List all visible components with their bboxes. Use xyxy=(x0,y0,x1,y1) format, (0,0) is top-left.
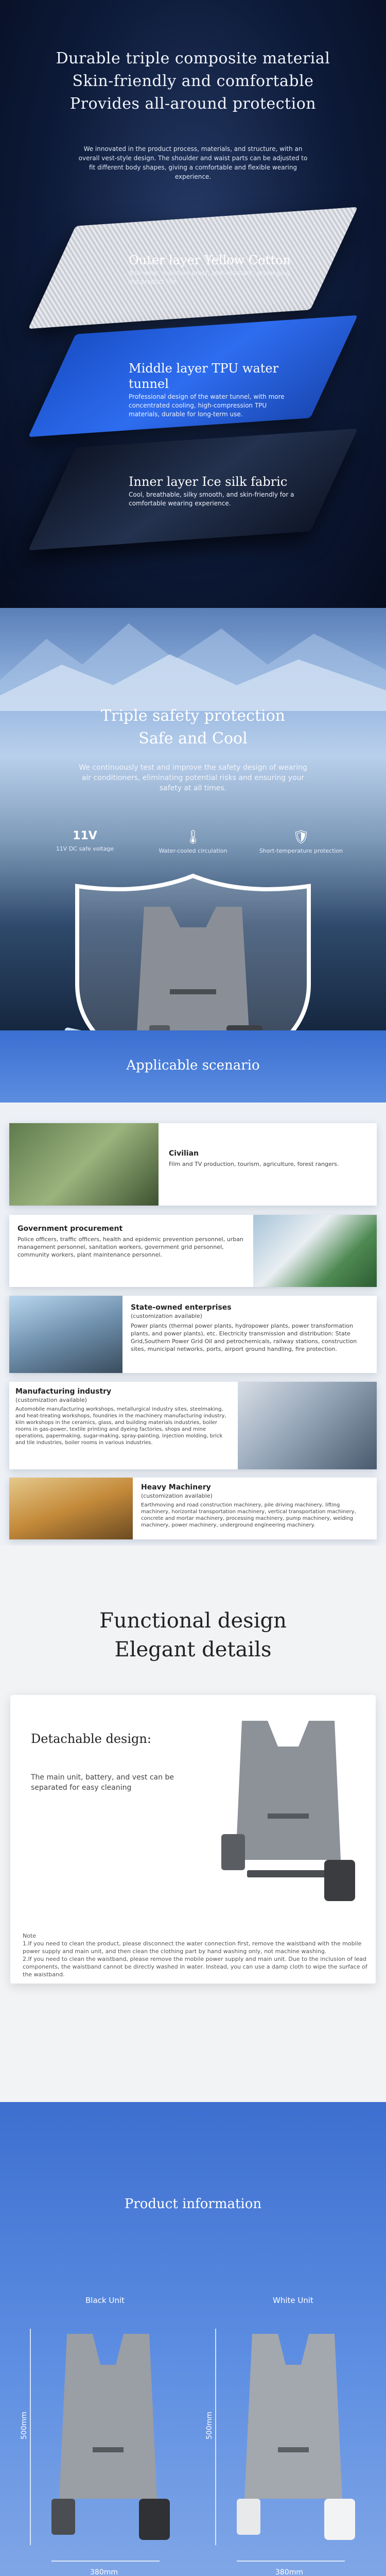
layer-desc: Professional design of the water tunnel, with more concentrated cooling, high-compression TPU materials, durable for long-term use. xyxy=(129,393,285,418)
safety-title-line: Triple safety protection xyxy=(101,707,285,725)
card-desc: Power plants (thermal power plants, hydropower plants, power transformation plants, and power plants), etc. Electricity transmission and distribution: State Grid,Southern Power Grid Oil and petrochemicals, railway stations, construction sites, municipal networks, ports, airport ground handling, fire protection. xyxy=(131,1323,357,1352)
detachable-panel xyxy=(10,1695,376,1984)
white-unit-label: White Unit xyxy=(273,2296,313,2305)
width-dimension-line xyxy=(51,2561,160,2562)
civilian-photo xyxy=(9,1123,159,1206)
layer-desc: Anti-wear, moisture-proof, tear-resistant, prolonging the product life. xyxy=(129,269,290,285)
mountain-backdrop xyxy=(0,608,386,711)
functional-title-line: Functional design xyxy=(99,1609,287,1633)
detachable-text: The main unit, battery, and vest can be separated for easy cleaning xyxy=(31,1773,174,1792)
safety-title-line: Safe and Cool xyxy=(138,730,248,748)
card-subtitle: (customization available) xyxy=(131,1313,202,1319)
note-label: Note xyxy=(23,1933,37,1939)
scenario-card-civilian xyxy=(9,1123,377,1206)
height-dimension-line xyxy=(215,2329,216,2545)
height-label: 500mm xyxy=(205,2412,214,2439)
feature-voltage xyxy=(33,829,136,853)
height-dimension-line xyxy=(30,2329,31,2545)
government-photo xyxy=(253,1215,377,1287)
scenario-header xyxy=(0,1030,386,1103)
functional-title xyxy=(0,1606,386,1664)
card-title: Government procurement xyxy=(17,1225,123,1233)
scenario-card-government xyxy=(9,1215,377,1287)
scenario-section xyxy=(0,1030,386,1546)
manufacturing-photo xyxy=(238,1382,377,1469)
thermometer-icon: 🌡 xyxy=(184,829,202,845)
white-unit-vest xyxy=(226,2324,360,2550)
layer-name: Inner layer Ice silk fabric xyxy=(129,474,288,489)
detachable-subtitle: Detachable design: xyxy=(31,1732,151,1746)
scenario-card-state-owned xyxy=(9,1296,377,1373)
black-unit-label: Black Unit xyxy=(85,2296,125,2305)
vest-shield-illustration xyxy=(67,871,319,1030)
card-title: Civilian xyxy=(169,1149,199,1158)
card-desc: Police officers, traffic officers, health and epidemic prevention personnel, urban management personnel, sanitation workers, government grid personnel, community workers, plant maintenance personnel. xyxy=(17,1236,243,1258)
material-title xyxy=(0,47,386,115)
height-label: 500mm xyxy=(20,2412,28,2439)
functional-section xyxy=(0,1546,386,2102)
product-info-section xyxy=(0,2102,386,2576)
card-title: Heavy Machinery xyxy=(141,1483,211,1492)
safety-section xyxy=(0,608,386,1030)
inner-layer-text xyxy=(129,474,299,508)
width-label: 380mm xyxy=(275,2568,303,2576)
feature-desc: 11V DC safe voltage xyxy=(56,845,114,852)
note-item: 2.If you need to clean the waistband, please remove the mobile power supply and main unit. Due to the inclusion of lead components, the waistband cannot be directly washed in water. Instead, you can use a damp cloth to wipe the surface of the waistband. xyxy=(23,1956,367,1978)
card-desc: Automobile manufacturing workshops, metallurgical industry sites, steelmaking, and heat-treating workshops, foundries in the machinery manufacturing industry, kiln workshops in the ceramics, glass, and building materials industries, boiler rooms in gas-power, textile printing and dyeing factories, shops and mine operations, papermaking, sugar-making, spray-painting, injection molding, brick and tile industries, boiler rooms in various industries. xyxy=(15,1406,226,1446)
card-subtitle: (customization available) xyxy=(15,1397,87,1403)
product-info-title: Product information xyxy=(124,2196,262,2212)
feature-desc: Short-temperature protection xyxy=(259,848,343,854)
card-text xyxy=(141,1483,367,1529)
card-title: Manufacturing industry xyxy=(15,1387,112,1396)
feature-water xyxy=(142,829,244,855)
feature-value: 11V xyxy=(73,829,97,842)
card-text xyxy=(15,1387,232,1446)
functional-title-line: Elegant details xyxy=(114,1638,272,1662)
layer-name: Outer layer Yellow Cotton xyxy=(129,253,291,267)
layer-desc: Cool, breathable, silky smooth, and skin-friendly for a comfortable wearing experience. xyxy=(129,491,294,507)
layer-name: Middle layer TPU water tunnel xyxy=(129,361,279,391)
material-section xyxy=(0,0,386,608)
feature-temperature xyxy=(250,829,353,855)
card-text xyxy=(131,1303,367,1353)
safety-description: We continuously test and improve the safety design of wearing air conditioners, eliminating potential risks and ensuring your safety at all times. xyxy=(79,764,307,792)
heavy-machinery-photo xyxy=(9,1478,133,1539)
material-layers-illustration xyxy=(0,196,386,587)
card-title: State-owned enterprises xyxy=(131,1303,232,1312)
scenario-title: Applicable scenario xyxy=(126,1058,260,1073)
card-text xyxy=(17,1224,244,1259)
shield-icon: 🛡 xyxy=(292,829,310,845)
note-item: 1.If you need to clean the product, please disconnect the water connection first, remove the waistband with the mobile power supply and main unit, and then clean the clothing part by hand washing only, not machine washing. xyxy=(23,1940,362,1955)
detachable-note xyxy=(23,1932,367,1978)
state-owned-photo xyxy=(9,1296,122,1373)
card-text xyxy=(169,1149,364,1168)
scenario-card-manufacturing xyxy=(9,1382,377,1469)
material-title-line: Durable triple composite material xyxy=(56,49,330,67)
card-desc: Film and TV production, tourism, agriculture, forest rangers. xyxy=(169,1161,339,1167)
material-title-line: Provides all-around protection xyxy=(69,95,317,113)
width-label: 380mm xyxy=(90,2568,118,2576)
middle-layer-text xyxy=(129,361,299,419)
outer-layer-text xyxy=(129,252,299,286)
width-dimension-line xyxy=(237,2561,345,2562)
material-description: We innovated in the product process, materials, and structure, with an overall vest-style design. The shoulder and waist parts can be adjusted to fit different body shapes, giving a comfortable and flexible wearing experience. xyxy=(78,145,308,180)
black-unit-vest xyxy=(41,2324,175,2550)
feature-desc: Water-cooled circulation xyxy=(159,848,227,854)
scenario-card-heavy-machinery xyxy=(9,1478,377,1539)
card-desc: Earthmoving and road construction machinery, pile driving machinery, lifting machinery, horizontal transportation machinery, vertical transportation machinery, concrete and mortar machinery, processing machinery, pump machinery, welding machinery, power machinery, underground engineering machinery. xyxy=(141,1502,356,1528)
card-subtitle: (customization available) xyxy=(141,1493,213,1499)
safety-title xyxy=(0,705,386,750)
material-title-line: Skin-friendly and comfortable xyxy=(72,72,314,90)
vest-detached-illustration xyxy=(206,1710,360,1917)
